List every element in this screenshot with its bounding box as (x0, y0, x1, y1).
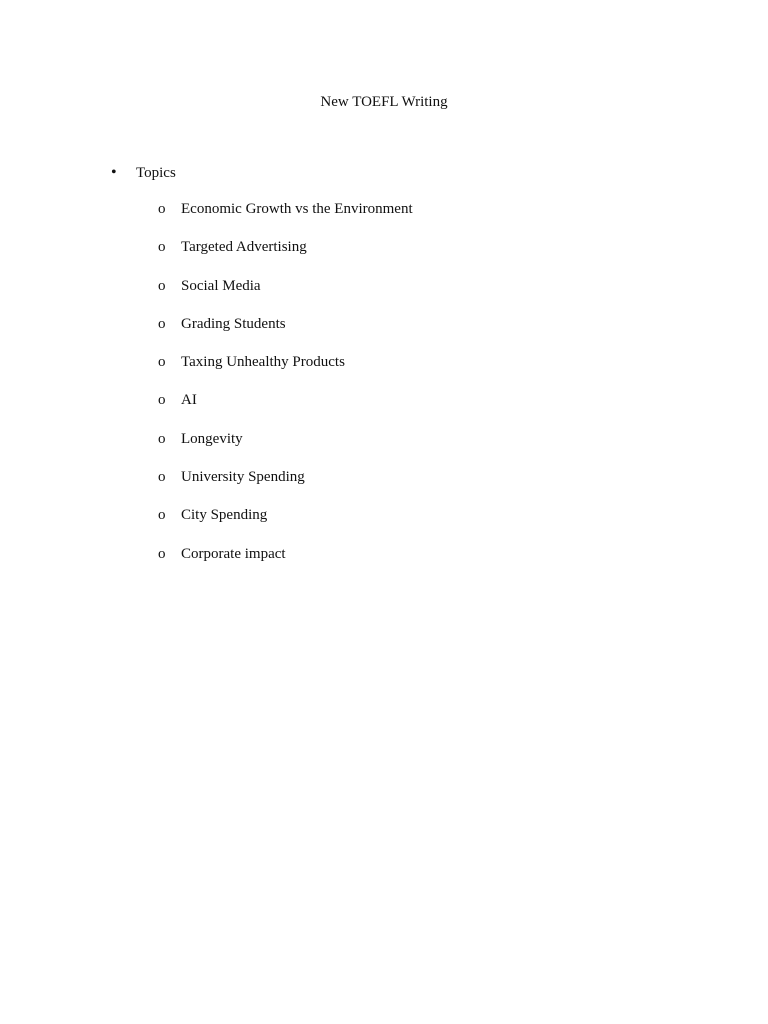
topics-heading: Topics (136, 165, 176, 181)
list-item-text: Taxing Unhealthy Products (181, 354, 345, 371)
list-item (158, 545, 413, 583)
bullet-dot-icon: • (111, 164, 117, 181)
list-item (158, 506, 413, 544)
bullet-circle-icon: o (158, 545, 166, 562)
list-item-text: City Spending (181, 507, 268, 524)
bullet-circle-icon: o (158, 430, 166, 447)
bullet-circle-icon: o (158, 201, 166, 217)
bullet-circle-icon: o (158, 469, 166, 486)
list-item-text: AI (181, 392, 197, 409)
bullet-circle-icon: o (158, 315, 166, 332)
bullet-circle-icon: o (158, 354, 166, 371)
topics-list (111, 164, 176, 182)
bullet-circle-icon: o (158, 507, 166, 524)
topics-list-item (111, 164, 176, 182)
topic-sublist (158, 200, 413, 583)
list-item-text: Targeted Advertising (181, 239, 307, 256)
list-item-text: Grading Students (181, 315, 286, 332)
list-item (158, 315, 413, 353)
document-title: New TOEFL Writing (320, 94, 448, 110)
list-item (158, 277, 413, 315)
list-item (158, 238, 413, 276)
list-item (158, 391, 413, 429)
list-item (158, 430, 413, 468)
list-item (158, 353, 413, 391)
bullet-circle-icon: o (158, 392, 166, 409)
list-item (158, 200, 413, 238)
list-item-text: Longevity (181, 430, 243, 447)
bullet-circle-icon: o (158, 277, 166, 294)
list-item (158, 468, 413, 506)
list-item-text: Social Media (181, 277, 261, 294)
bullet-circle-icon: o (158, 239, 166, 256)
list-item-text: Corporate impact (181, 545, 286, 562)
list-item-text: Economic Growth vs the Environment (181, 201, 413, 217)
list-item-text: University Spending (181, 469, 305, 486)
